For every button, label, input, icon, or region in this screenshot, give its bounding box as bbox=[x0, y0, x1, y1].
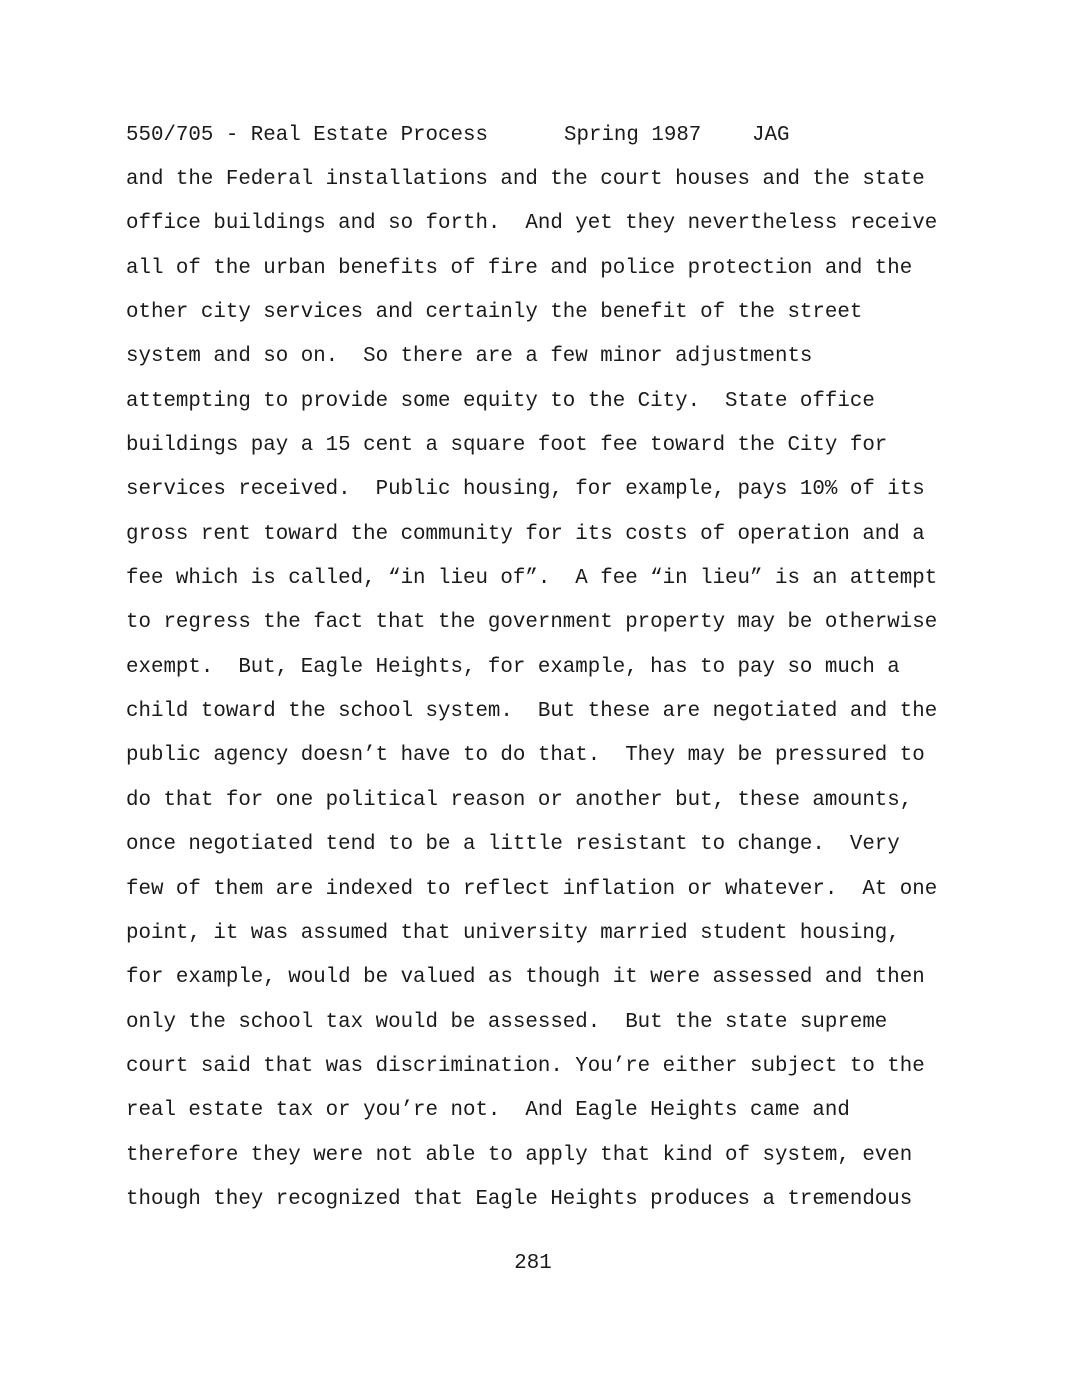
text-line: few of them are indexed to reflect inflation or whatever. At one bbox=[126, 877, 938, 901]
text-line: all of the urban benefits of fire and police protection and the bbox=[126, 256, 913, 280]
text-line: other city services and certainly the benefit of the street bbox=[126, 301, 863, 325]
text-line: point, it was assumed that university married student housing, bbox=[126, 921, 900, 945]
text-line: services received. Public housing, for example, pays 10% of its bbox=[126, 478, 925, 502]
text-line: to regress the fact that the government property may be otherwise bbox=[126, 611, 938, 635]
author-initials: JAG bbox=[752, 124, 790, 147]
page-header bbox=[126, 124, 789, 148]
text-line: though they recognized that Eagle Heights produces a tremendous bbox=[126, 1187, 913, 1211]
transcript-body bbox=[126, 168, 1026, 1232]
text-line: once negotiated tend to be a little resistant to change. Very bbox=[126, 833, 900, 857]
text-line: real estate tax or you’re not. And Eagle Heights came and bbox=[126, 1099, 850, 1123]
text-line: system and so on. So there are a few minor adjustments bbox=[126, 345, 813, 369]
term-label: Spring 1987 bbox=[564, 124, 702, 147]
course-title: 550/705 - Real Estate Process bbox=[126, 124, 488, 147]
text-line: exempt. But, Eagle Heights, for example, has to pay so much a bbox=[126, 655, 900, 679]
text-line: do that for one political reason or another but, these amounts, bbox=[126, 788, 913, 812]
text-line: child toward the school system. But these are negotiated and the bbox=[126, 700, 938, 724]
text-line: therefore they were not able to apply that kind of system, even bbox=[126, 1143, 913, 1167]
text-line: public agency doesn’t have to do that. They may be pressured to bbox=[126, 744, 925, 768]
text-line: buildings pay a 15 cent a square foot fee toward the City for bbox=[126, 434, 888, 458]
page-number: 281 bbox=[514, 1252, 552, 1275]
text-line: and the Federal installations and the court houses and the state bbox=[126, 168, 925, 191]
text-line: court said that was discrimination. You’re either subject to the bbox=[126, 1054, 925, 1078]
text-line: fee which is called, “in lieu of”. A fee “in lieu” is an attempt bbox=[126, 567, 938, 591]
text-line: gross rent toward the community for its costs of operation and a bbox=[126, 522, 925, 546]
text-line: attempting to provide some equity to the City. State office bbox=[126, 389, 875, 413]
text-line: office buildings and so forth. And yet they nevertheless receive bbox=[126, 212, 938, 236]
text-line: only the school tax would be assessed. But the state supreme bbox=[126, 1010, 888, 1034]
text-line: for example, would be valued as though it were assessed and then bbox=[126, 966, 925, 990]
